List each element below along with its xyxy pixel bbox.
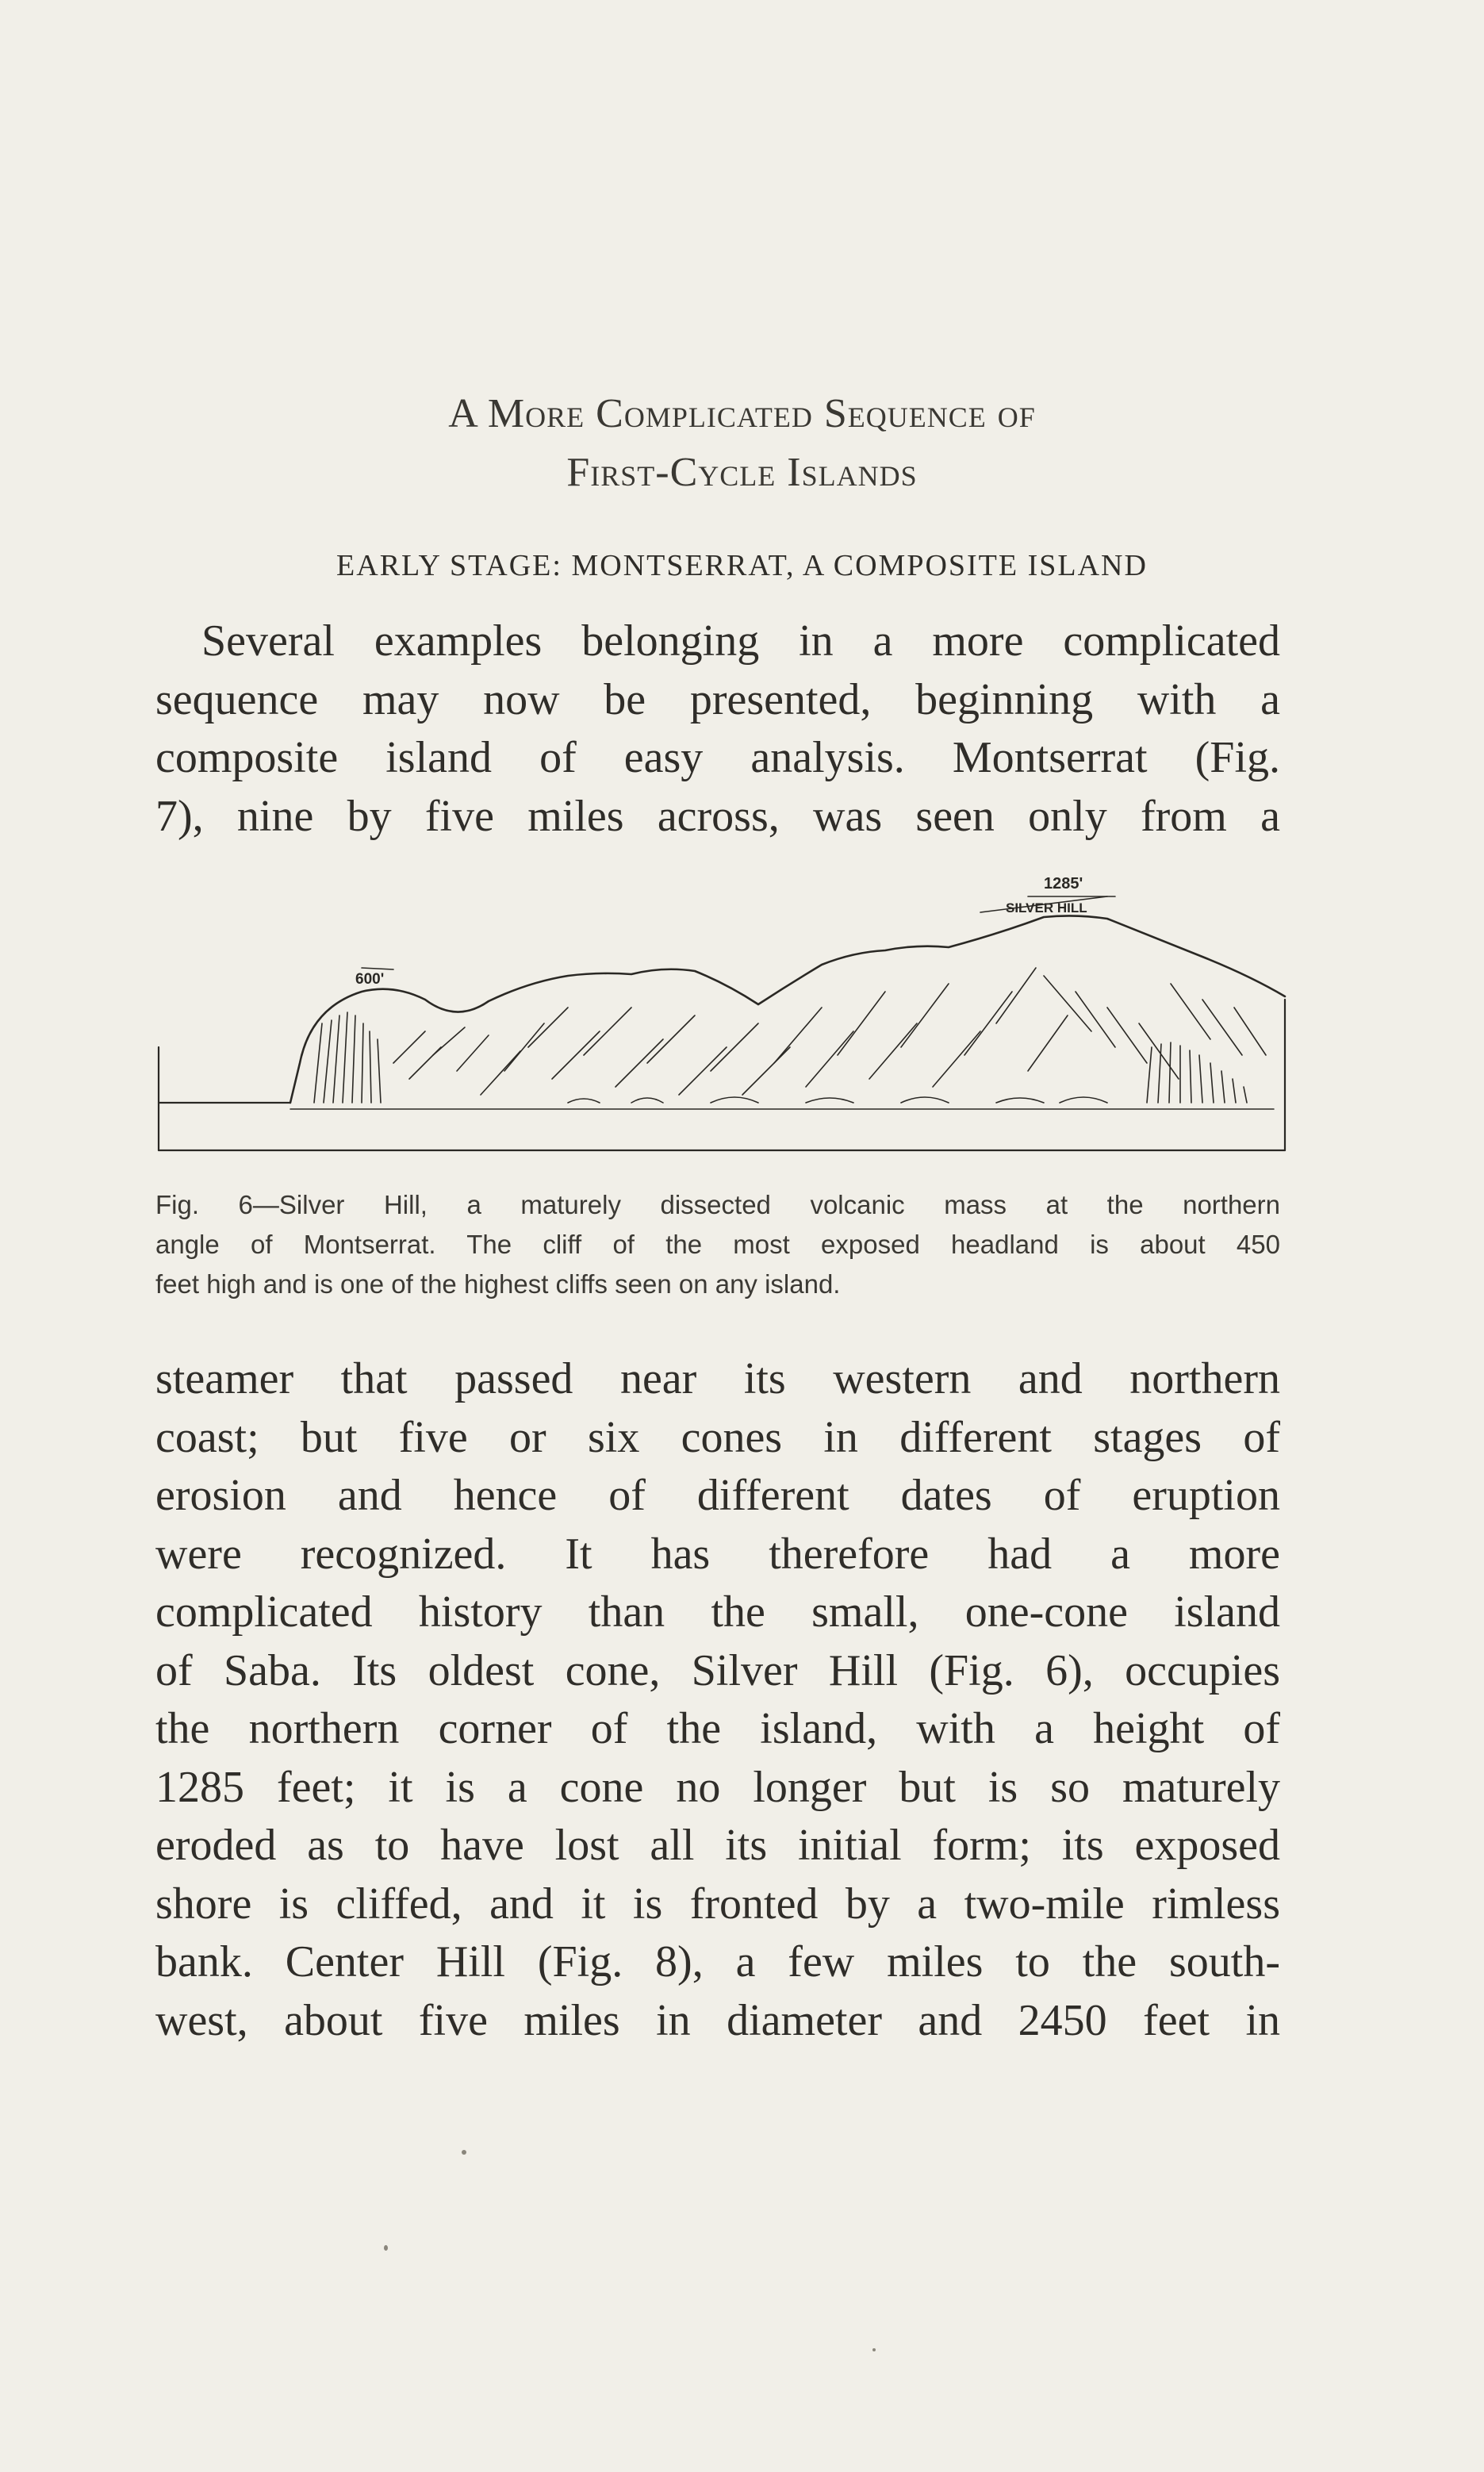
paragraph-2-line: eroded as to have lost all its initial form; its exposed [155,1821,1280,1870]
caption-line: Fig. 6—Silver Hill, a maturely dissected volcanic mass at the northern [155,1190,1280,1219]
paper-speck [462,2150,466,2155]
chapter-title-line-1: A More Complicated Sequence of [448,391,1036,436]
paragraph-1-line: Several examples belonging in a more complicated [201,616,1280,666]
paragraph-2-line: shore is cliffed, and it is fronted by a two-mile rimless [155,1879,1280,1929]
paragraph-1-line: composite island of easy analysis. Montserrat (Fig. [155,733,1280,782]
paper-speck [384,2245,388,2251]
paragraph-2-line: 1285 feet; it is a cone no longer but is so maturely [155,1762,1280,1812]
figure-caption [155,1185,1280,1304]
caption-line: angle of Montserrat. The cliff of the most exposed headland is about 450 [155,1230,1280,1259]
paragraph-2-line: were recognized. It has therefore had a more [155,1529,1280,1579]
figure-label-peak-height: 1285' [1044,875,1083,892]
paragraph-2-line: west, about five miles in diameter and 2450 feet in [155,1995,1280,2045]
figure-label-peak-name: SILVER HILL [1006,900,1087,915]
paragraph-2-line: steamer that passed near its western and northern [155,1354,1280,1403]
paragraph-1-line: 7), nine by five miles across, was seen only from a [155,791,1280,841]
paragraph-1 [155,612,1280,846]
chapter-title-line-2: First-Cycle Islands [566,450,918,495]
caption-line: feet high and is one of the highest cliffs seen on any island. [155,1269,841,1299]
paragraph-2-line: of Saba. Its oldest cone, Silver Hill (Fig. 6), occupies [155,1645,1280,1695]
paragraph-1-line: sequence may now be presented, beginning with a [155,674,1280,724]
paragraph-2-line: erosion and hence of different dates of eruption [155,1471,1280,1520]
section-subheading: EARLY STAGE: MONTSERRAT, A COMPOSITE ISLAND [336,549,1148,582]
paragraph-2-line: the northern corner of the island, with a height of [155,1704,1280,1753]
paragraph-2-line: coast; but five or six cones in different stages of [155,1412,1280,1462]
paper-speck [872,2348,876,2351]
paragraph-2-line: bank. Center Hill (Fig. 8), a few miles to the south- [155,1937,1280,1986]
figure-6-silver-hill-sketch [155,865,1298,1166]
figure-label-left-height: 600' [355,971,385,988]
paragraph-2 [155,1350,1280,2050]
paragraph-2-line: complicated history than the small, one-cone island [155,1587,1280,1637]
